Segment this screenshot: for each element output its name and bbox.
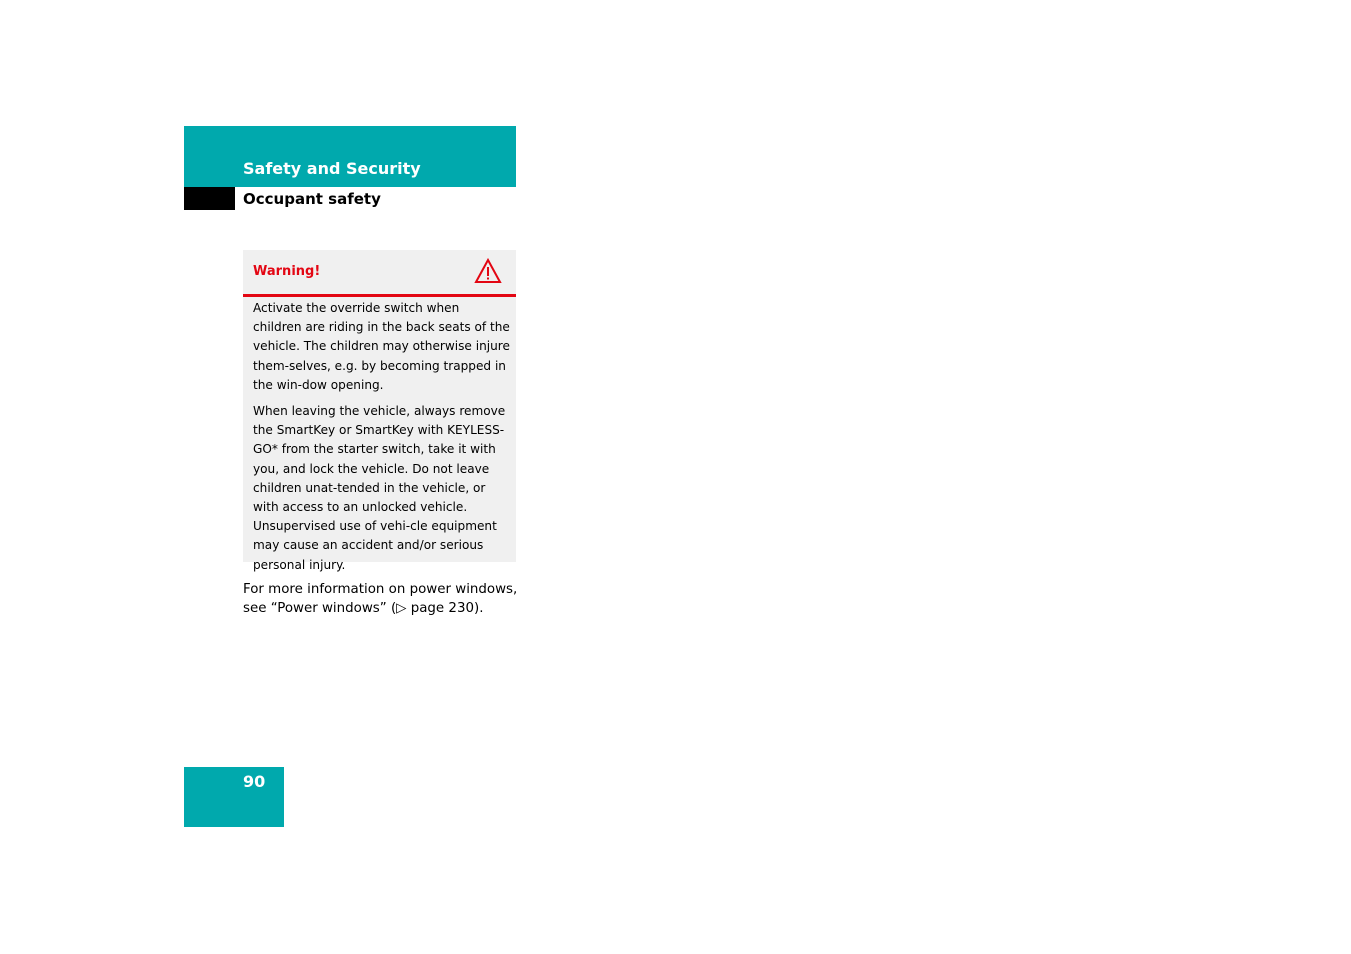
section-tab-marker (184, 187, 235, 210)
page-number-band (184, 767, 284, 827)
warning-header (243, 250, 516, 297)
warning-paragraph: Activate the override switch when children are riding in the back seats of the vehicle. The children may otherwise injure them-selves, e.g. by becoming trapped in the win-dow opening. (253, 301, 510, 392)
page-number: 90 (243, 772, 266, 791)
section-title: Safety and Security (243, 159, 421, 178)
warning-triangle-icon (474, 258, 502, 284)
subsection-title: Occupant safety (243, 190, 381, 208)
power-windows-reference: For more information on power windows, see “Power windows” (▷ page 230). (243, 582, 518, 617)
warning-label: Warning! (253, 264, 321, 279)
warning-box (243, 250, 516, 572)
warning-paragraph: When leaving the vehicle, always remove the SmartKey or SmartKey with KEYLESS-GO* from the starter switch, take it with you, and lock the vehicle. Do not leave children unat-tended in the vehicle, or with access to an unlocked vehicle. Unsupervised use of vehi-cle equipment may cause an accident and/or serious personal injury. (253, 404, 506, 572)
warning-body (253, 299, 510, 582)
